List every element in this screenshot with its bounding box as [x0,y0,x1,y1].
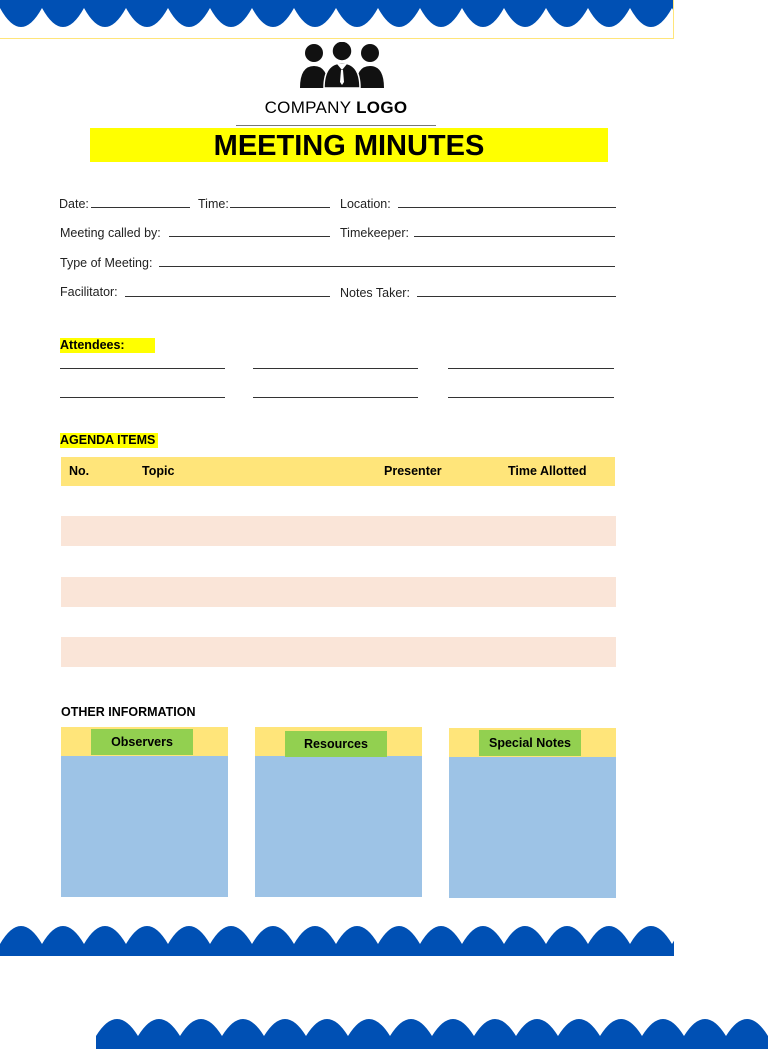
resources-tab: Resources [285,731,387,757]
other-information-heading: OTHER INFORMATION [61,705,196,719]
attendee-line[interactable] [60,397,225,398]
column-header-no: No. [69,464,90,478]
location-label: Location: [340,197,391,211]
attendee-line[interactable] [448,368,614,369]
type-of-meeting-label: Type of Meeting: [60,256,153,270]
resources-box [255,727,422,897]
observers-area[interactable] [61,756,228,897]
observers-header [61,727,228,756]
column-header-time-allotted: Time Allotted [508,464,587,478]
people-group-icon [298,42,386,88]
type-of-meeting-field[interactable] [159,266,615,267]
column-header-presenter: Presenter [384,464,442,478]
attendee-line[interactable] [448,397,614,398]
resources-area[interactable] [255,756,422,897]
observers-tab: Observers [91,729,193,755]
special-notes-header [449,728,616,757]
special-notes-box [449,728,616,898]
notes-taker-field[interactable] [417,296,616,297]
meeting-called-by-field[interactable] [169,236,330,237]
footer-wave-border [96,1016,768,1049]
agenda-table-header [61,457,615,486]
logo-divider [236,125,436,126]
agenda-row[interactable] [61,516,616,546]
top-wave-border [0,0,674,39]
facilitator-label: Facilitator: [60,285,118,299]
logo-text-bold: LOGO [356,98,408,117]
time-field[interactable] [230,207,330,208]
timekeeper-label: Timekeeper: [340,226,410,240]
special-notes-tab: Special Notes [479,730,581,756]
timekeeper-field[interactable] [414,236,615,237]
special-notes-area[interactable] [449,757,616,898]
attendee-line[interactable] [253,368,418,369]
location-field[interactable] [398,207,616,208]
agenda-row[interactable] [61,637,616,667]
agenda-row[interactable] [61,577,616,607]
notes-taker-label: Notes Taker: [340,286,410,300]
column-header-topic: Topic [142,464,175,478]
agenda-heading: AGENDA ITEMS [60,433,158,448]
meeting-called-by-label: Meeting called by: [60,226,161,240]
attendee-line[interactable] [253,397,418,398]
date-label: Date: [59,197,89,211]
page-title: MEETING MINUTES [90,128,608,162]
resources-header [255,727,422,756]
attendee-line[interactable] [60,368,225,369]
facilitator-field[interactable] [125,296,330,297]
logo-text-regular: COMPANY [264,98,357,117]
attendees-heading: Attendees: [60,338,155,353]
date-field[interactable] [91,207,190,208]
time-label: Time: [198,197,229,211]
observers-box [61,727,228,897]
company-logo-text [236,98,436,118]
bottom-wave-border [0,924,674,956]
